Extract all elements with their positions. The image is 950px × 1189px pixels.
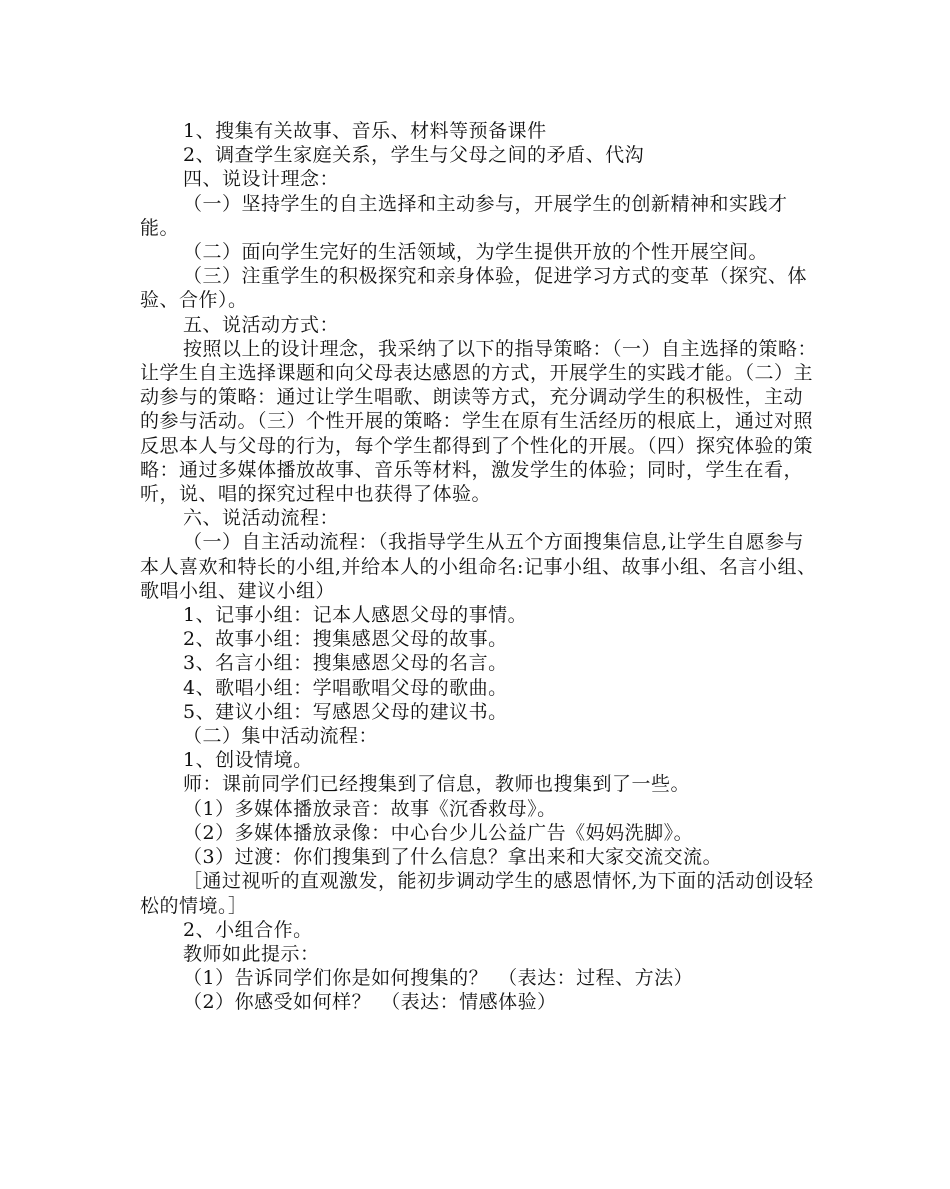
paragraph: （二）面向学生完好的生活领域，为学生提供开放的个性开展空间。 [183, 241, 769, 264]
paragraph: 2、调查学生家庭关系，学生与父母之间的矛盾、代沟 [183, 144, 645, 167]
list-item: 1、记事小组：记本人感恩父母的事情。 [183, 604, 528, 627]
list-item: 2、故事小组：搜集感恩父母的故事。 [183, 628, 508, 651]
subsection-heading: （二）集中活动流程： [183, 725, 379, 748]
paragraph: （三）注重学生的积极探究和亲身体验，促进学习方式的变革（探究、体验、合作）。 [140, 265, 808, 312]
list-item: 5、建议小组：写感恩父母的建议书。 [183, 700, 508, 723]
paragraph: 1、搜集有关故事、音乐、材料等预备课件 [183, 120, 547, 142]
paragraph: 1、创设情境。 [183, 749, 313, 772]
paragraph: 教师如此提示： [183, 942, 320, 965]
section-heading: 五、说活动方式： [183, 313, 340, 336]
paragraph: 按照以上的设计理念，我采纳了以下的指导策略：（一）自主选择的策略：让学生自主选择课题和向父母表达感恩的方式，开展学生的实践才能。（二）主动参与的策略：通过让学生唱歌、朗读等方式，充分调动学生的积极性，主动的参与活动。（三）个性开展的策略：学生在原有生活经历的根底上，通过对照反思本人与父母的行为，每个学生都得到了个性化的开展。（四）探究体验的策略：通过多媒体播放故事、音乐等材料，激发学生的体验；同时，学生在看，听，说、唱的探究过程中也获得了体验。 [140, 337, 818, 506]
list-item: （1）多媒体播放录音：故事《沉香救母》。 [183, 797, 557, 820]
paragraph: （一）坚持学生的自主选择和主动参与，开展学生的创新精神和实践才能。 [140, 192, 788, 239]
list-item: 4、歌唱小组：学唱歌唱父母的歌曲。 [183, 676, 508, 699]
list-item: （1）告诉同学们你是如何搜集的？ （表达：过程、方法） [183, 967, 694, 990]
list-item: （3）过渡：你们搜集到了什么信息？拿出来和大家交流交流。 [183, 846, 723, 869]
section-heading: 六、说活动流程： [183, 507, 340, 530]
list-item: 3、名言小组：搜集感恩父母的名言。 [183, 652, 508, 675]
section-heading: 四、说设计理念： [183, 168, 340, 191]
paragraph: ［通过视听的直观激发，能初步调动学生的感恩情怀,为下面的活动创设轻松的情境。］ [140, 870, 814, 917]
paragraph: （一）自主活动流程：（我指导学生从五个方面搜集信息,让学生自愿参与本人喜欢和特长的小组,并给本人的小组命名:记事小组、故事小组、名言小组、歌唱小组、建议小组） [140, 531, 817, 602]
list-item: （2）你感受如何样？ （表达：情感体验） [183, 991, 557, 1014]
list-item: （2）多媒体播放录像：中心台少儿公益广告《妈妈洗脚》。 [183, 821, 694, 844]
paragraph: 2、小组合作。 [183, 918, 313, 941]
paragraph: 师：课前同学们已经搜集到了信息，教师也搜集到了一些。 [183, 773, 691, 796]
document-body [140, 119, 820, 1015]
